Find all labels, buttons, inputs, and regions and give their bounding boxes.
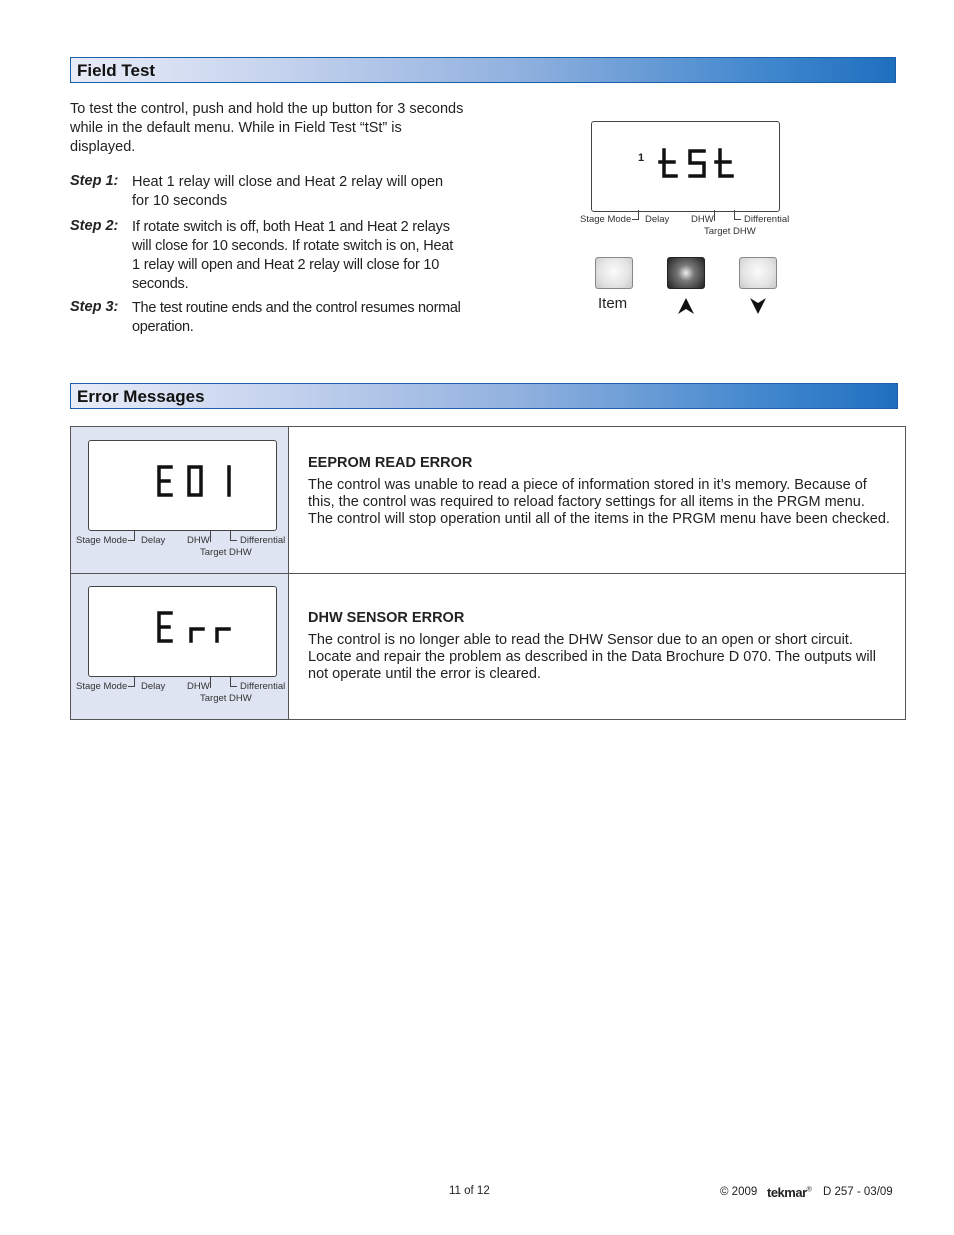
lcd-segment-text-tst — [658, 148, 736, 180]
lcd-segment-text-e01 — [157, 465, 237, 497]
label-dhw: DHW — [187, 681, 210, 692]
label-target-dhw: Target DHW — [200, 547, 252, 558]
label-dhw: DHW — [187, 535, 210, 546]
label-delay: Delay — [141, 535, 166, 546]
field-test-lcd-labels — [580, 214, 800, 244]
tekmar-logo — [767, 1185, 811, 1200]
label-delay: Delay — [141, 681, 166, 692]
field-test-intro: To test the control, push and hold the up button for 3 seconds while in the default menu. While in Field Test “tSt” is displayed. — [70, 101, 464, 155]
step-2-label: Step 2: — [70, 218, 119, 234]
step-1-text: Heat 1 relay will close and Heat 2 relay will open for 10 seconds — [132, 174, 444, 209]
error-1-lcd-labels — [76, 535, 288, 565]
label-target-dhw: Target DHW — [704, 226, 756, 237]
error-1-lcd-display — [88, 440, 277, 531]
lcd-segment-text-err — [157, 611, 237, 643]
up-button[interactable] — [667, 257, 705, 289]
page-number: 11 of 12 — [449, 1185, 490, 1197]
down-arrow-icon — [749, 297, 767, 315]
item-button-label: Item — [598, 295, 628, 312]
label-differential: Differential — [744, 214, 790, 225]
error-messages-heading-bar — [70, 383, 898, 409]
label-stage-mode: Stage Mode — [76, 535, 128, 546]
step-3-text: The test routine ends and the control resumes normal operation. — [132, 300, 461, 335]
label-differential: Differential — [240, 681, 286, 692]
step-3-label: Step 3: — [70, 299, 119, 315]
registered-mark: ® — [806, 1186, 812, 1194]
lcd-small-digit: 1 — [638, 152, 645, 164]
label-differential: Differential — [240, 535, 286, 546]
field-test-heading: Field Test — [77, 61, 156, 80]
error-1-title: EEPROM READ ERROR — [308, 455, 473, 471]
error-1-description: The control was unable to read a piece of information stored in it’s memory. Because of this, the control was required to reload factory settings for all items in the PRGM menu. The control will stop operation until all of the items in the PRGM menu have been checked. — [308, 477, 890, 527]
down-button[interactable] — [739, 257, 777, 289]
brand-name: tekmar — [767, 1185, 807, 1200]
label-target-dhw: Target DHW — [200, 693, 252, 704]
error-2-title: DHW SENSOR ERROR — [308, 610, 465, 626]
document-code: D 257 - 03/09 — [823, 1186, 893, 1198]
label-delay: Delay — [645, 214, 670, 225]
error-2-description: The control is no longer able to read the DHW Sensor due to an open or short circuit. Locate and repair the problem as described in the Data Brochure D 070. The outputs will not operate until the error is cleared. — [308, 632, 876, 682]
item-button[interactable] — [595, 257, 633, 289]
up-arrow-icon — [677, 297, 695, 315]
error-2-lcd-labels — [76, 681, 288, 711]
error-messages-table — [70, 426, 906, 720]
step-2-text: If rotate switch is off, both Heat 1 and Heat 2 relays will close for 10 seconds. If rotate switch is on, Heat 1 relay will open and Heat 2 relay will close for 10 seconds. — [132, 219, 454, 292]
field-test-lcd-display — [591, 121, 780, 212]
label-stage-mode: Stage Mode — [580, 214, 632, 225]
label-stage-mode: Stage Mode — [76, 681, 128, 692]
label-dhw: DHW — [691, 214, 714, 225]
row-divider — [71, 573, 905, 574]
field-test-heading-bar — [70, 57, 896, 83]
error-messages-heading: Error Messages — [77, 387, 205, 406]
error-2-lcd-display — [88, 586, 277, 677]
step-1-label: Step 1: — [70, 173, 119, 189]
copyright: © 2009 — [720, 1186, 758, 1198]
